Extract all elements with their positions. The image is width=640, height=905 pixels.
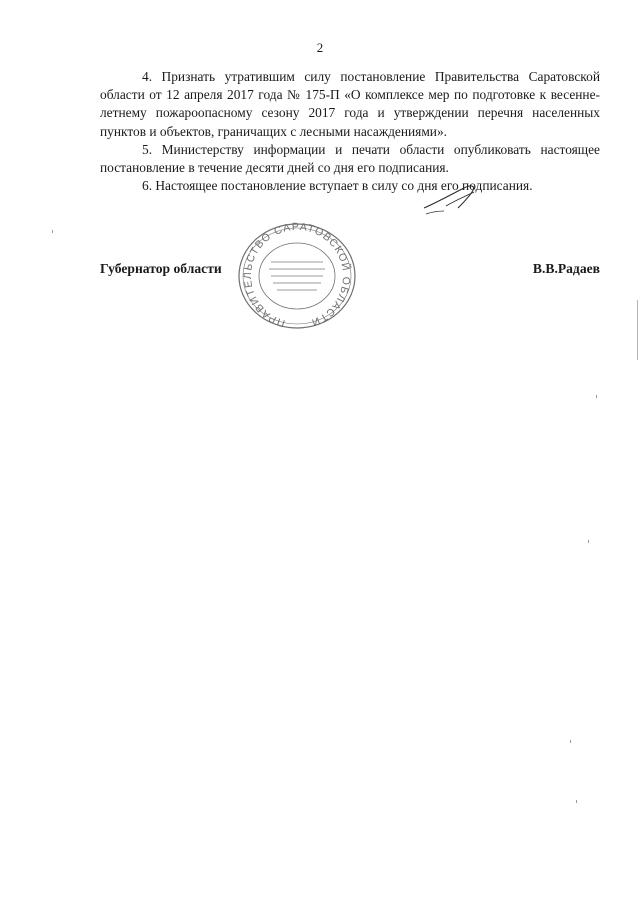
svg-text:ПРАВИТЕЛЬСТВО САРАТОВСКОЙ ОБЛА: ПРАВИТЕЛЬСТВО САРАТОВСКОЙ ОБЛАСТИ — [241, 220, 353, 330]
scan-edge-mark — [637, 300, 638, 360]
paragraph-item-6: 6. Настоящее постановление вступает в силу со дня его подписания. — [142, 178, 533, 194]
signatory-name: В.В.Радаев — [532, 261, 600, 276]
document-body — [100, 68, 600, 195]
signatory-position: Губернатор области — [100, 261, 222, 276]
paragraph-item-5: 5. Министерству информации и печати области опубликовать настоящее постановление в течение десяти дней со дня его подписания. — [100, 141, 600, 176]
official-seal — [227, 220, 367, 335]
page-number: 2 — [316, 40, 324, 55]
scan-speck — [576, 800, 577, 803]
handwritten-signature — [418, 178, 488, 218]
scan-speck — [596, 395, 597, 398]
scan-speck — [570, 740, 571, 743]
scan-speck — [588, 540, 589, 543]
scan-speck — [52, 230, 53, 233]
paragraph-item-4: 4. Признать утратившим силу постановление Правительства Саратовской области от 12 апреля 2017 года № 175-П «О комплексе мер по подготовке к весенне-летнему пожароопасному сезону 2017 года и утверждении перечня населенных пунктов и объектов, граничащих с лесными насаждениями». — [100, 69, 600, 139]
